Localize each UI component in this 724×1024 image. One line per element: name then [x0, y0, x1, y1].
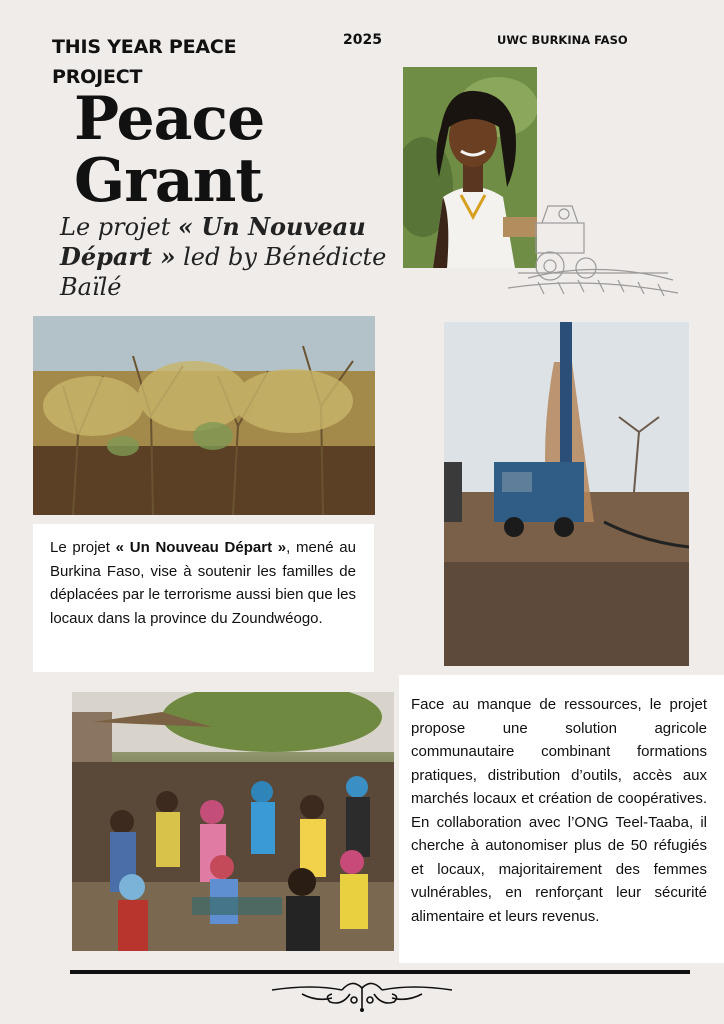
organization-label: UWC BURKINA FASO — [497, 33, 628, 47]
detail-text-box: Face au manque de ressources, le projet propose une solution agricole communautaire combinant formations pratiques, distribution d’outils, accès aux marchés locaux et création de coopératives. En collaboration avec l’ONG Teel-Taaba, il cherche à autonomiser plus de 50 réfugiés et locaux, majoritairement des femmes vulnérables, en renforçant leur sécurité alimentaire et leurs revenus. — [399, 675, 724, 963]
tractor-sketch-illustration — [508, 198, 678, 304]
ornament-flourish-icon — [262, 976, 462, 1016]
community-gathering-photo — [72, 692, 394, 951]
year-label: 2025 — [343, 32, 382, 48]
intro-body: , mené au Burkina Faso, vise à soutenir les familles de déplacées par le terrorisme aussi bien que les locaux dans la province du Zoundwéogo. — [50, 539, 356, 627]
subtitle-project-name: « Un Nouveau Départ » — [60, 212, 366, 271]
well-drilling-photo — [444, 322, 689, 666]
intro-text-box — [33, 524, 374, 672]
footer-divider — [70, 970, 690, 974]
title-line-1: Peace — [74, 84, 265, 154]
subtitle-prefix: Le projet — [60, 213, 178, 241]
intro-prefix: Le projet — [50, 539, 116, 556]
subtitle — [60, 212, 400, 302]
subtitle-suffix: led by Bénédicte Baïlé — [60, 243, 387, 301]
kicker-heading: THIS YEAR PEACE PROJECT — [52, 36, 237, 88]
title-line-2: Grant — [74, 146, 263, 216]
page-title — [74, 84, 394, 216]
intro-project-name: « Un Nouveau Départ » — [115, 539, 287, 556]
dry-field-photo — [33, 316, 375, 515]
